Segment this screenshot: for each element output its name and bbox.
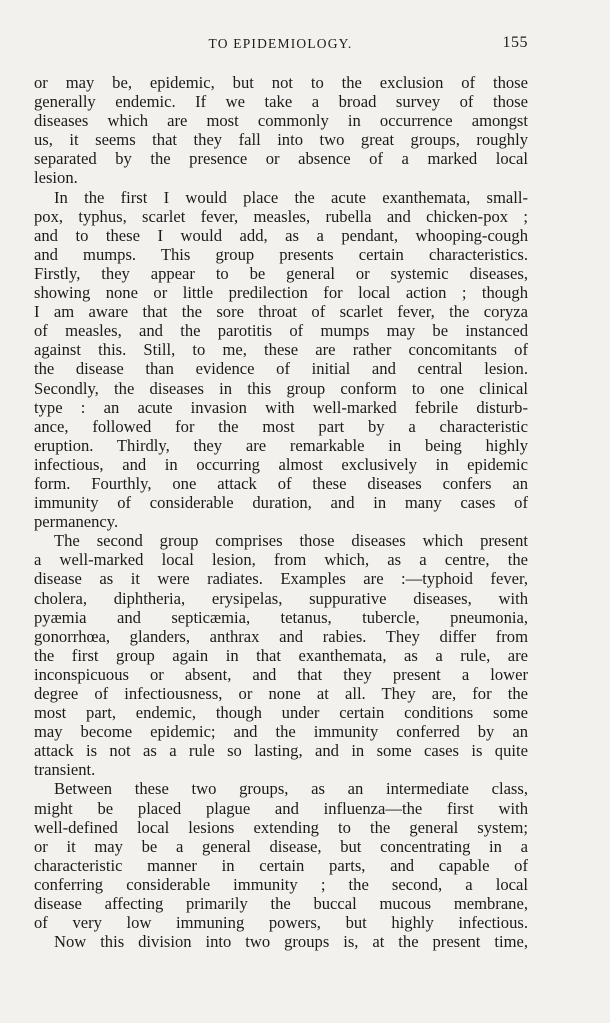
- text-line: inconspicuous or absent, and that they present a lower: [34, 664, 528, 684]
- running-head: TO EPIDEMIOLOGY.: [208, 36, 353, 51]
- text-line: Firstly, they appear to be general or systemic diseases,: [34, 263, 528, 283]
- text-line: of measles, and the parotitis of mumps may be instanced: [34, 321, 528, 341]
- text-line: ance, followed for the most part by a characteristic: [34, 416, 528, 436]
- paragraph-start-line: The second group comprises those diseases which present: [54, 531, 528, 551]
- text-line: pyæmia and septicæmia, tetanus, tubercle, pneumonia,: [34, 607, 528, 627]
- text-line: permanency.: [34, 512, 119, 532]
- text-line: conferring considerable immunity ; the second, a local: [34, 874, 528, 894]
- text-line: against this. Still, to me, these are rather concomitants of: [34, 340, 528, 360]
- text-line: disease affecting primarily the buccal mucous membrane,: [34, 894, 528, 914]
- paragraph-start-line: Between these two groups, as an intermediate class,: [54, 779, 528, 799]
- text-line: I am aware that the sore throat of scarlet fever, the coryza: [34, 302, 528, 322]
- text-line: us, it seems that they fall into two great groups, roughly: [34, 130, 528, 150]
- text-line: or may be, epidemic, but not to the exclusion of those: [34, 73, 528, 92]
- text-line: Secondly, the diseases in this group conform to one clinical: [34, 378, 528, 398]
- text-line: pox, typhus, scarlet fever, measles, rubella and chicken-pox ;: [34, 206, 528, 226]
- text-line: and mumps. This group presents certain characteristics.: [34, 244, 528, 264]
- text-line: eruption. Thirdly, they are remarkable in being highly: [34, 435, 528, 455]
- text-line: form. Fourthly, one attack of these diseases confers an: [34, 473, 528, 493]
- paragraph-start-line: In the first I would place the acute exanthemata, small-: [54, 187, 528, 207]
- text-line: infectious, and in occurring almost exclusively in epidemic: [34, 454, 528, 474]
- text-line: disease as it were radiates. Examples are :—typhoid fever,: [34, 569, 528, 589]
- text-line: characteristic manner in certain parts, and capable of: [34, 855, 528, 875]
- text-line: and to these I would add, as a pendant, whooping-cough: [34, 225, 528, 245]
- page-number: 155: [502, 34, 528, 51]
- text-line: lesion.: [34, 168, 78, 188]
- text-line: might be placed plague and influenza—the first with: [34, 798, 528, 818]
- text-line: gonorrhœa, glanders, anthrax and rabies. They differ from: [34, 626, 528, 646]
- text-line: diseases which are most commonly in occurrence amongst: [34, 111, 528, 131]
- text-line: cholera, diphtheria, erysipelas, suppurative diseases, with: [34, 588, 528, 608]
- text-line: generally endemic. If we take a broad survey of those: [34, 92, 528, 112]
- text-line: separated by the presence or absence of a marked local: [34, 149, 528, 169]
- text-line: degree of infectiousness, or none at all. They are, for the: [34, 684, 528, 703]
- text-line: most part, endemic, though under certain conditions some: [34, 703, 528, 723]
- text-line: the disease than evidence of initial and central lesion.: [34, 359, 528, 379]
- page-header: [33, 36, 528, 56]
- text-line: or it may be a general disease, but concentrating in a: [34, 836, 528, 856]
- text-line: transient.: [34, 760, 96, 780]
- text-line: of very low immuning powers, but highly infectious.: [34, 913, 528, 933]
- text-line: type : an acute invasion with well-marked febrile disturb-: [34, 397, 528, 417]
- text-line: well-defined local lesions extending to the general system;: [34, 817, 528, 837]
- paragraph-start-line: Now this division into two groups is, at the present time,: [54, 932, 528, 952]
- text-line: attack is not as a rule so lasting, and in some cases is quite: [34, 741, 528, 761]
- text-line: a well-marked local lesion, from which, as a centre, the: [34, 550, 528, 570]
- text-line: the first group again in that exanthemata, as a rule, are: [34, 645, 528, 665]
- body-text: [34, 73, 528, 951]
- text-line: immunity of considerable duration, and in many cases of: [34, 493, 528, 513]
- text-line: may become epidemic; and the immunity conferred by an: [34, 722, 528, 742]
- text-line: showing none or little predilection for local action ; though: [34, 283, 528, 303]
